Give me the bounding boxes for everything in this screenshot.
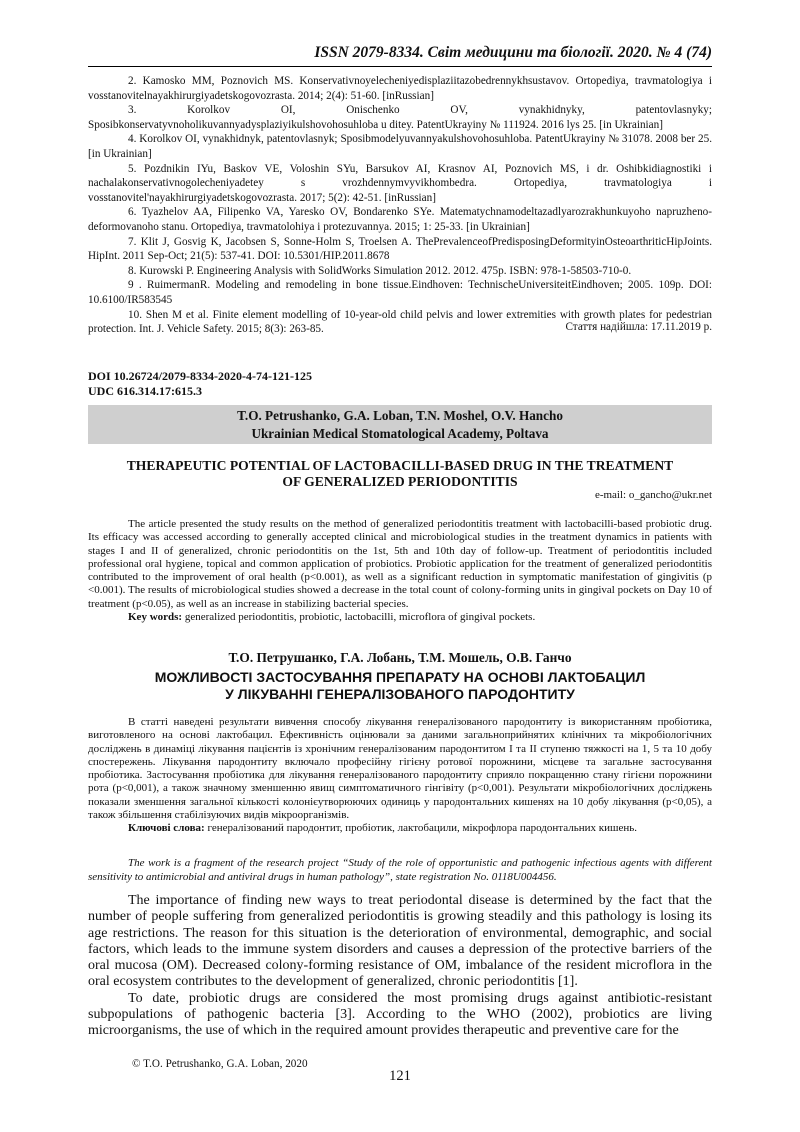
reference-item: 10. Shen M et al. Finite element modelling of 10-year-old child pelvis and lower extremities with growth plates for pedestrian protection. Int. J. Vehicle Safety. 2015; 8(3): 263-85. <box>88 308 712 336</box>
doi: DOI 10.26724/2079-8334-2020-4-74-121-125 <box>88 369 312 383</box>
abstract-en-text: The article presented the study results on the method of generalized periodontitis treatment with lactobacilli-based probiotic drug. Its efficacy was accessed according to generally accepted clinical and microbiological studies in the treatment dynamics in patients with stages I and II of generalized, chronic periodontitis on the 1st, 5th and 10th day of follow-up. Treatment of periodontitis included professional oral hygiene, topical and common application of probiotics. Probiotic application for the treatment of generalized periodontitis contributed to the improvement of oral health (p<0.001), as well as a significant reduction in symptomatic manifestation of gingivitis (p <0.001). The results of microbiological studies showed a decrease in the total count of colony-forming units in gingival pockets on Day 10 of treatment (p<0.05), as well as an increase in stabilizing bacterial species. <box>88 518 712 610</box>
title-en-line: OF GENERALIZED PERIODONTITIS <box>282 474 518 489</box>
keywords-text: generalized periodontitis, probiotic, lactobacilli, microflora of gingival pockets. <box>184 611 536 624</box>
keywords-label: Key words: <box>128 611 183 624</box>
udc: UDC 616.314.17:615.3 <box>88 384 202 398</box>
journal-header: ISSN 2079-8334. Світ медицини та біології. 2020. № 4 (74) <box>314 44 712 61</box>
received-date: Стаття надійшла: 17.11.2019 р. <box>565 321 712 333</box>
reference-item: 6. Tyazhelov AA, Filipenko VA, Yaresko OV, Bondarenko SYe. Matematychnamodeltazadlyarozrakhunkuyoho napruzheno-deformovanoho stanu. Ortopediya, travmatolohiya i protezuvannya. 2015; 1: 25-33. [in Ukrainian] <box>88 206 712 233</box>
project-note: The work is a fragment of the research project “Study of the role of opportunistic and pathogenic infectious agents with different sensitivity to antimicrobial and antiviral drugs in human pathology”, state registration No. 0118U004456. <box>88 857 712 883</box>
reference-item: 2. Kamosko MM, Poznovich MS. Konservativnoyelecheniyedisplaziitazobedrennykhsustavov. Ortopediya, travmatologiya i vosstanovitelnayakhirurgiyadetskogovozrasta. 2014; 2(4): 51-60. [inRussian] <box>88 75 712 102</box>
title-ua-line: У ЛІКУВАННІ ГЕНЕРАЛІЗОВАНОГО ПАРОДОНТИТУ <box>225 686 575 702</box>
reference-item: 9 . RuimermanR. Modeling and remodeling in bone tissue.Eindhoven: TechnischeUniversiteitEindhoven; 2005. 109p. DOI: 10.6100/IR583545 <box>88 279 712 306</box>
article-title-ua <box>88 669 712 703</box>
authors-en: T.O. Petrushanko, G.A. Loban, T.N. Moshel, O.V. Hancho <box>237 408 563 423</box>
affiliation-en: Ukrainian Medical Stomatological Academy, Poltava <box>251 425 549 441</box>
reference-item: 8. Kurowski P. Engineering Analysis with SolidWorks Simulation 2012. 2012. 475p. ISBN: 978-1-58503-710-0. <box>128 264 632 277</box>
article-body <box>88 893 712 1040</box>
reference-item: 4. Korolkov OI, vynakhidnyk, patentovlasnyk; Sposibmodelyuvannyakulshovohosuhloba. PatentUkrayiny № 31078. 2008 ber 25. [in Ukrainian] <box>88 133 712 160</box>
header-divider <box>88 66 712 67</box>
keywords-text: генералізований пародонтит, пробіотик, лактобацили, мікрофлора пародонтальних кишень. <box>207 822 637 835</box>
article-title-en <box>88 458 712 490</box>
title-en-line: THERAPEUTIC POTENTIAL OF LACTOBACILLI-BASED DRUG IN THE TREATMENT <box>126 458 674 473</box>
reference-list <box>88 74 712 337</box>
article-identifiers <box>88 369 312 399</box>
reference-item: 3. Korolkov OI, Onischenko OV, vynakhidnyky, patentovlasnyky; Sposibkonservatyvnoholikuvannyadysplaziyikulshovohosuhloba u ditey. PatentUkrayiny № 111924. 2016 lys 25. [in Ukrainian] <box>88 104 712 131</box>
authors-ua: Т.О. Петрушанко, Г.А. Лобань, Т.М. Мошель, О.В. Ганчо <box>228 650 572 665</box>
body-paragraph: The importance of finding new ways to treat periodontal disease is determined by the fact that the number of people suffering from generalized periodontitis is growing steadily and this pathology is losing its age restrictions. The reason for this situation is the deterioration of environmental, demographic, and social factors, which leads to the immune system disorders and causes a depression of the protective barriers of the oral mucosa (OM). Decreased colony-forming resistance of OM, imbalance of the resident microflora in the oral ecosystem contributes to the development of generalized, chronic periodontitis [1]. <box>88 893 712 990</box>
abstract-ua <box>88 716 712 836</box>
abstract-ua-text: В статті наведені результати вивчення способу лікування генералізованого пародонтиту із використанням пробіотика, виготовленого на основі лактобацил. Ефективність оцінювали за даними загальноприйнятих клінічних та мікробіологічних досліджень в динаміці лікування пацієнтів із хронічним генералізованим пародонтитом І та ІІ ступеню тяжкості на 1, 5 та 10 добу спостережень. Лікування пародонтиту включало професійну гігієну ротової порожнини, місцеве та загальне застосування пробіотика. Застосування пробіотика для лікування генералізованого пародонтиту сприяло покращенню стану гігієни порожнини рота (p<0,001), а також значному зменшенню явищ симптоматичного гінгівіту (p<0,001). Результати мікробіологічних досліджень показали зменшення загальної кількості колонієутворюючих одиниць у пародонтальних кишенях на 10 добу лікування (p<0,05), а також збільшення стабілізуючих видів мікроорганізмів. <box>88 716 712 822</box>
contact-email: e-mail: o_gancho@ukr.net <box>594 489 712 501</box>
keywords-label: Ключові слова: <box>128 822 205 835</box>
copyright: © T.O. Petrushanko, G.A. Loban, 2020 <box>132 1058 308 1070</box>
keywords-en <box>88 611 712 624</box>
body-paragraph: To date, probiotic drugs are considered the most promising drugs against antibiotic-resistant subpopulations of pathogenic bacteria [3]. According to the WHO (2002), probiotics are living microorganisms, the use of which in the required amount provides therapeutic and preventive care for the <box>88 990 712 1039</box>
keywords-ua <box>88 822 712 835</box>
reference-item: 5. Pozdnikin IYu, Baskov VE, Voloshin SYu, Barsukov AI, Krasnov AI, Poznovich MS, i dr. Oshibkidiagnostiki i nachalakonservativnogolecheniyadetey s vrozhdennymvyvikhombedra. Ortopediya, travmatologiya i vosstanovitel'nayakhirurgiyadetskogovozrasta. 2017; 5(2): 42-51. [inRussian] <box>88 162 712 204</box>
abstract-en <box>88 518 712 624</box>
title-ua-line: МОЖЛИВОСТІ ЗАСТОСУВАННЯ ПРЕПАРАТУ НА ОСНОВІ ЛАКТОБАЦИЛ <box>154 669 646 685</box>
page-number: 121 <box>389 1068 411 1084</box>
reference-item: 7. Klit J, Gosvig K, Jacobsen S, Sonne-Holm S, Troelsen A. ThePrevalenceofPredisposingDeformityinOsteoarthriticHipJoints. HipInt. 2011 Sep-Oct; 21(5): 537-41. DOI: 10.5301/HIP.2011.8678 <box>88 235 712 263</box>
author-band <box>88 405 712 444</box>
